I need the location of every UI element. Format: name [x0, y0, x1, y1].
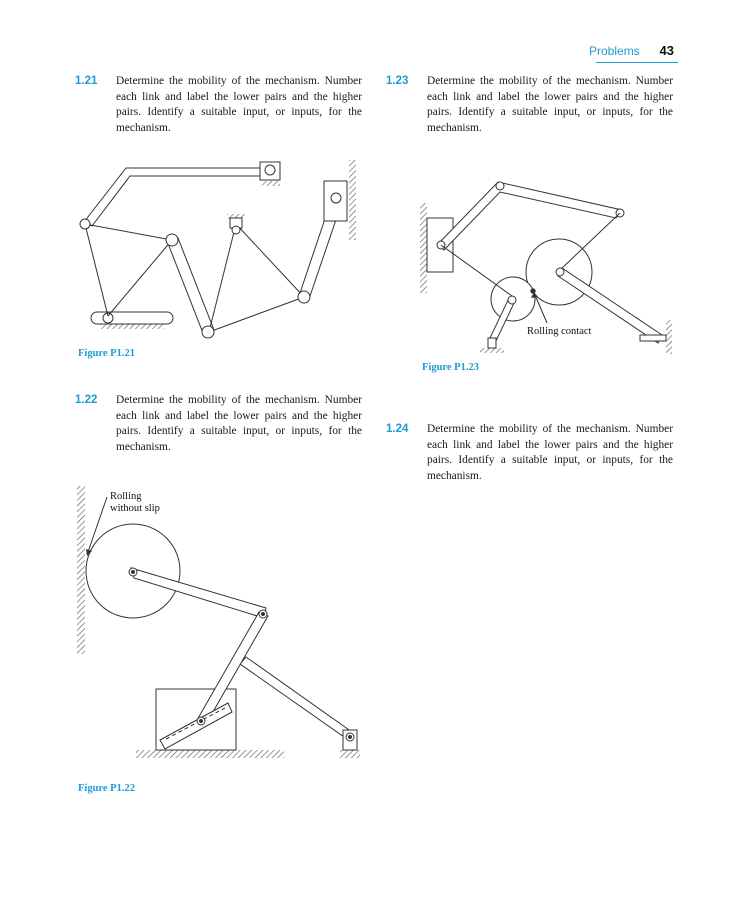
page-number: 43	[659, 43, 674, 58]
problem-text: Determine the mobility of the mechanism. Number each link and label the lower pairs and the higher pairs. Identify a suitable input, or inputs, for the mechanism.	[116, 75, 362, 134]
problem-number: 1.24	[386, 423, 409, 435]
figure-caption-p1-23: Figure P1.23	[422, 362, 479, 373]
figure-p1-21	[80, 160, 356, 338]
figure-caption-p1-22: Figure P1.22	[78, 783, 135, 794]
problem-number: 1.21	[75, 75, 98, 87]
rolling-contact-label: Rolling contact	[527, 326, 592, 337]
problem-number: 1.23	[386, 75, 409, 87]
problem-text: Determine the mobility of the mechanism. Number each link and label the lower pairs and the higher pairs. Identify a suitable input, or inputs, for the mechanism.	[116, 394, 362, 453]
figure-caption-p1-21: Figure P1.21	[78, 348, 135, 359]
rolling-label-line2: without slip	[110, 503, 160, 514]
problem-text: Determine the mobility of the mechanism. Number each link and label the lower pairs and the higher pairs. Identify a suitable input, or inputs, for the mechanism.	[427, 75, 673, 134]
problem-number: 1.22	[75, 394, 98, 406]
section-title: Problems	[589, 44, 640, 58]
figure-p1-22	[77, 486, 360, 758]
problem-text: Determine the mobility of the mechanism. Number each link and label the lower pairs and the higher pairs. Identify a suitable input, or inputs, for the mechanism.	[427, 423, 673, 482]
rolling-label-line1: Rolling	[110, 491, 142, 502]
